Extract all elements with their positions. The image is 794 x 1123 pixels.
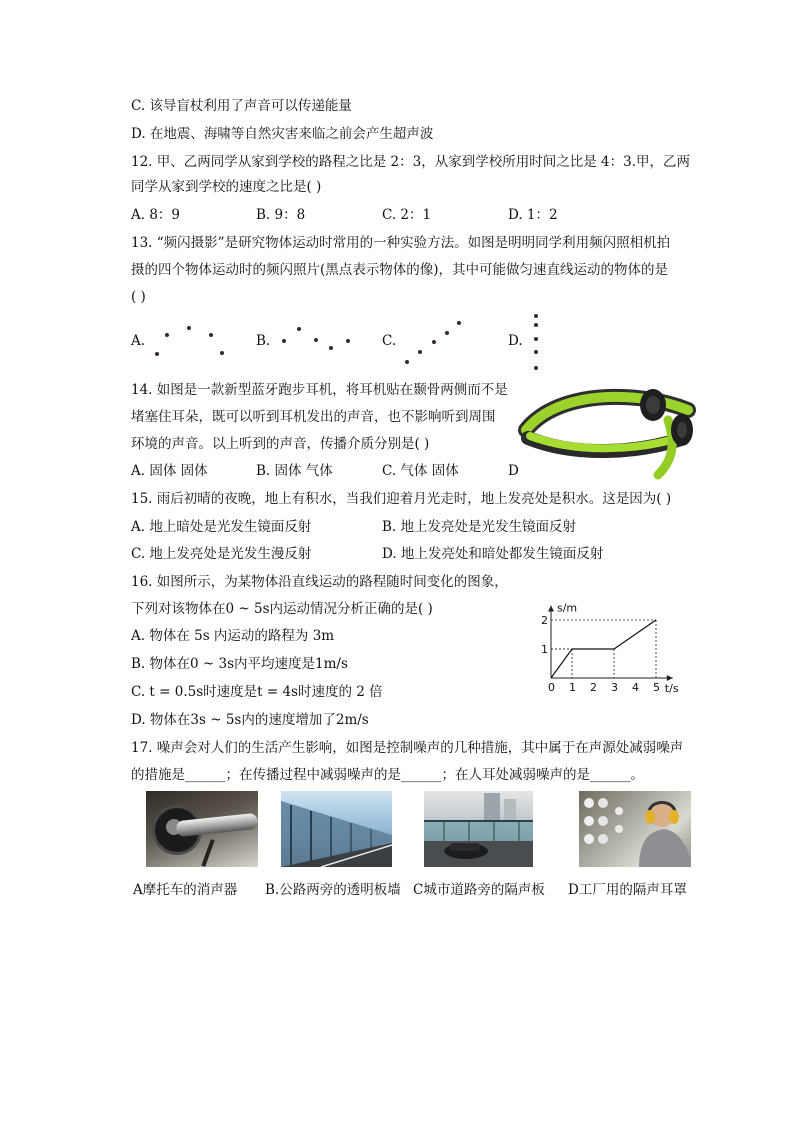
q17-text: 17. 噪声会对人们的生活产生影响，如图是控制噪声的几种措施，其中属于在声源处减弱噪声 (131, 740, 684, 756)
q13-option-b: B. (256, 333, 271, 349)
y-axis-label: s/m (557, 601, 578, 615)
series-segment (551, 649, 572, 678)
q17-caption-b: B.公路两旁的透明板墙 (265, 882, 401, 898)
x-axis-label: t/s (664, 682, 679, 695)
q13-option-a: A. (131, 333, 146, 349)
y-axis-arrow (548, 606, 554, 612)
highway-sound-barrier-photo (281, 791, 392, 867)
q17-caption-c: C城市道路旁的隔声板 (413, 882, 545, 898)
q13-option-d: D. (508, 333, 523, 349)
q16-option-b: B. 物体在0 ~ 3s内平均速度是1m/s (131, 656, 348, 672)
q15-option-b: B. 地上发亮处是光发生镜面反射 (382, 519, 577, 535)
q14-text-3: 环境的声音。以上听到的声音，传播介质分别是( ) (131, 436, 430, 452)
q15-option-a: A. 地上暗处是光发生镜面反射 (131, 519, 312, 535)
q12-text: 12. 甲、乙两同学从家到学校的路程之比是 2：3，从家到学校所用时间之比是 4：3.甲，乙两 (131, 154, 690, 170)
q15-text: 15. 雨后初晴的夜晚，地上有积水，当我们迎着月光走时，地上发亮处是积水。这是因为( ) (131, 491, 672, 507)
x-tick-label: 3 (611, 681, 618, 694)
q14-option-a: A. 固体 固体 (131, 463, 208, 479)
q13-text-3: ( ) (131, 289, 146, 305)
q17-caption-d: D工厂用的隔声耳罩 (568, 882, 687, 898)
q16-option-d: D. 物体在3s ~ 5s内的速度增加了2m/s (131, 712, 369, 728)
q13-option-c: C. (382, 333, 397, 349)
q17-caption-a: A摩托车的消声器 (133, 882, 238, 898)
option-d-line: D. 在地震、海啸等自然灾害来临之前会产生超声波 (131, 126, 434, 142)
q15-option-d: D. 地上发亮处和暗处都发生镜面反射 (382, 546, 604, 562)
q14-option-b: B. 固体 气体 (256, 463, 333, 479)
x-tick-label: 5 (653, 681, 660, 694)
q13-text: 13. “频闪摄影”是研究物体运动时常用的一种实验方法。如图是明明同学利用频闪照相机拍 (131, 235, 671, 251)
x-tick-label: 2 (590, 681, 597, 694)
factory-earmuff-photo (579, 791, 691, 867)
q14-text: 14. 如图是一款新型蓝牙跑步耳机，将耳机贴在颞骨两侧而不是 (131, 382, 508, 398)
y-tick-label: 2 (541, 614, 548, 627)
x-tick-label: 0 (548, 681, 555, 694)
q12-option-a: A. 8：9 (131, 207, 181, 223)
q12-option-b: B. 9：8 (256, 207, 306, 223)
q12-option-c: C. 2：1 (382, 207, 432, 223)
series-segment (614, 620, 656, 649)
q14-text-2: 堵塞住耳朵，既可以听到耳机发出的声音，也不影响听到周围 (131, 409, 496, 425)
x-tick-label: 4 (632, 681, 639, 694)
y-tick-label: 1 (541, 643, 548, 656)
q14-option-d: D (508, 463, 519, 479)
q16-text: 16. 如图所示，为某物体沿直线运动的路程随时间变化的图象， (131, 574, 508, 590)
option-c-line: C. 该导盲杖利用了声音可以传递能量 (131, 98, 352, 114)
distance-time-chart (525, 578, 700, 698)
bluetooth-headphone-image (518, 380, 700, 480)
q16-option-c: C. t = 0.5s时速度是t = 4s时速度的 2 倍 (131, 684, 383, 700)
q12-text-2: 同学从家到学校的速度之比是( ) (131, 179, 322, 195)
q17-text-2: 的措施是______；在传播过程中减弱噪声的是______；在人耳处减弱噪声的是______。 (131, 767, 644, 783)
q16-text-2: 下列对该物体在0 ~ 5s内运动情况分析正确的是( ) (131, 601, 433, 617)
q16-option-a: A. 物体在 5s 内运动的路程为 3m (131, 628, 335, 644)
x-tick-label: 1 (569, 681, 576, 694)
x-axis-arrow (667, 675, 673, 681)
city-road-noise-barrier-photo (424, 791, 533, 867)
motorcycle-muffler-photo (146, 791, 258, 867)
q15-option-c: C. 地上发亮处是光发生漫反射 (131, 546, 312, 562)
q14-option-c: C. 气体 固体 (382, 463, 459, 479)
q12-option-d: D. 1：2 (508, 207, 558, 223)
q13-text-2: 摄的四个物体运动时的频闪照片(黑点表示物体的像)，其中可能做匀速直线运动的物体的是 (131, 262, 669, 278)
